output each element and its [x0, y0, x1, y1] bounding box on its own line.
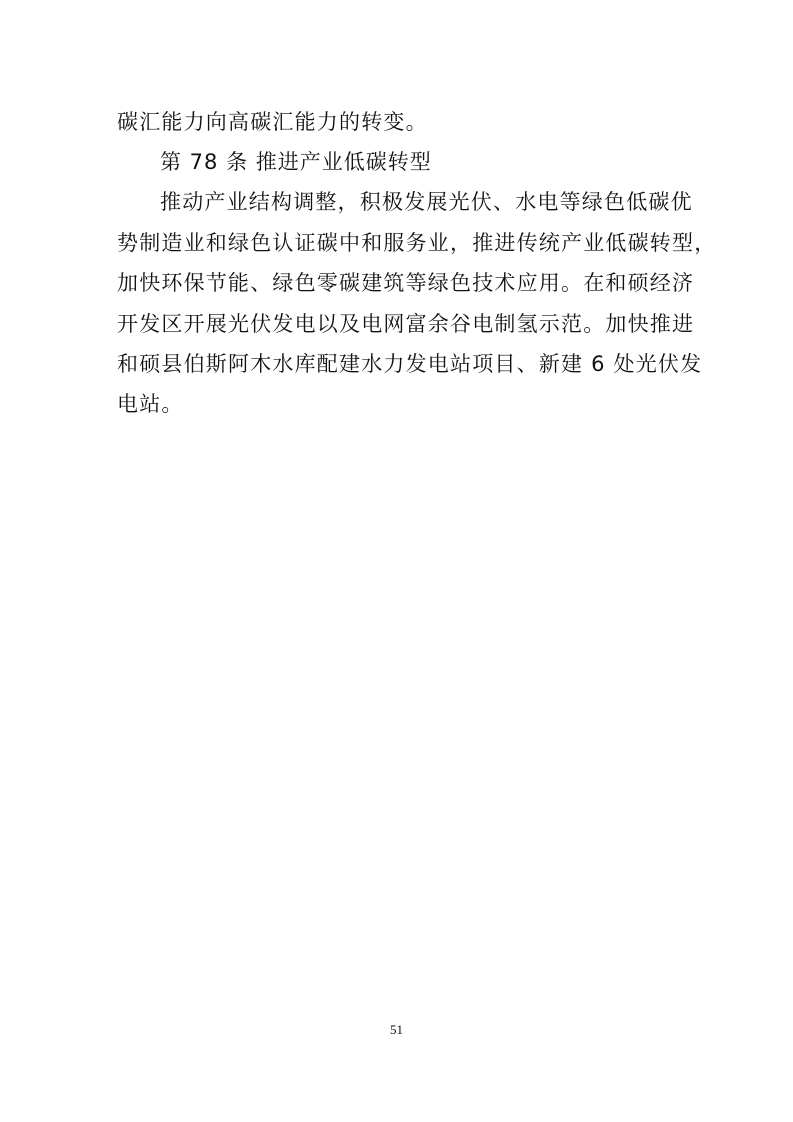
paragraph-line: 和硕县伯斯阿木水库配建水力发电站项目、新建 6 处光伏发	[117, 352, 703, 376]
paragraph-line: 推动产业结构调整，积极发展光伏、水电等绿色低碳优	[160, 190, 693, 214]
continuation-line: 碳汇能力向高碳汇能力的转变。	[117, 110, 428, 134]
paragraph-line: 开发区开展光伏发电以及电网富余谷电制氢示范。加快推进	[117, 312, 695, 336]
paragraph-line: 电站。	[117, 392, 184, 416]
paragraph-line: 势制造业和绿色认证碳中和服务业，推进传统产业低碳转型，	[117, 231, 717, 255]
paragraph-line: 加快环保节能、绿色零碳建筑等绿色技术应用。在和硕经济	[117, 271, 695, 295]
page-number: 51	[390, 1022, 403, 1037]
article-heading: 第 78 条 推进产业低碳转型	[160, 150, 432, 174]
